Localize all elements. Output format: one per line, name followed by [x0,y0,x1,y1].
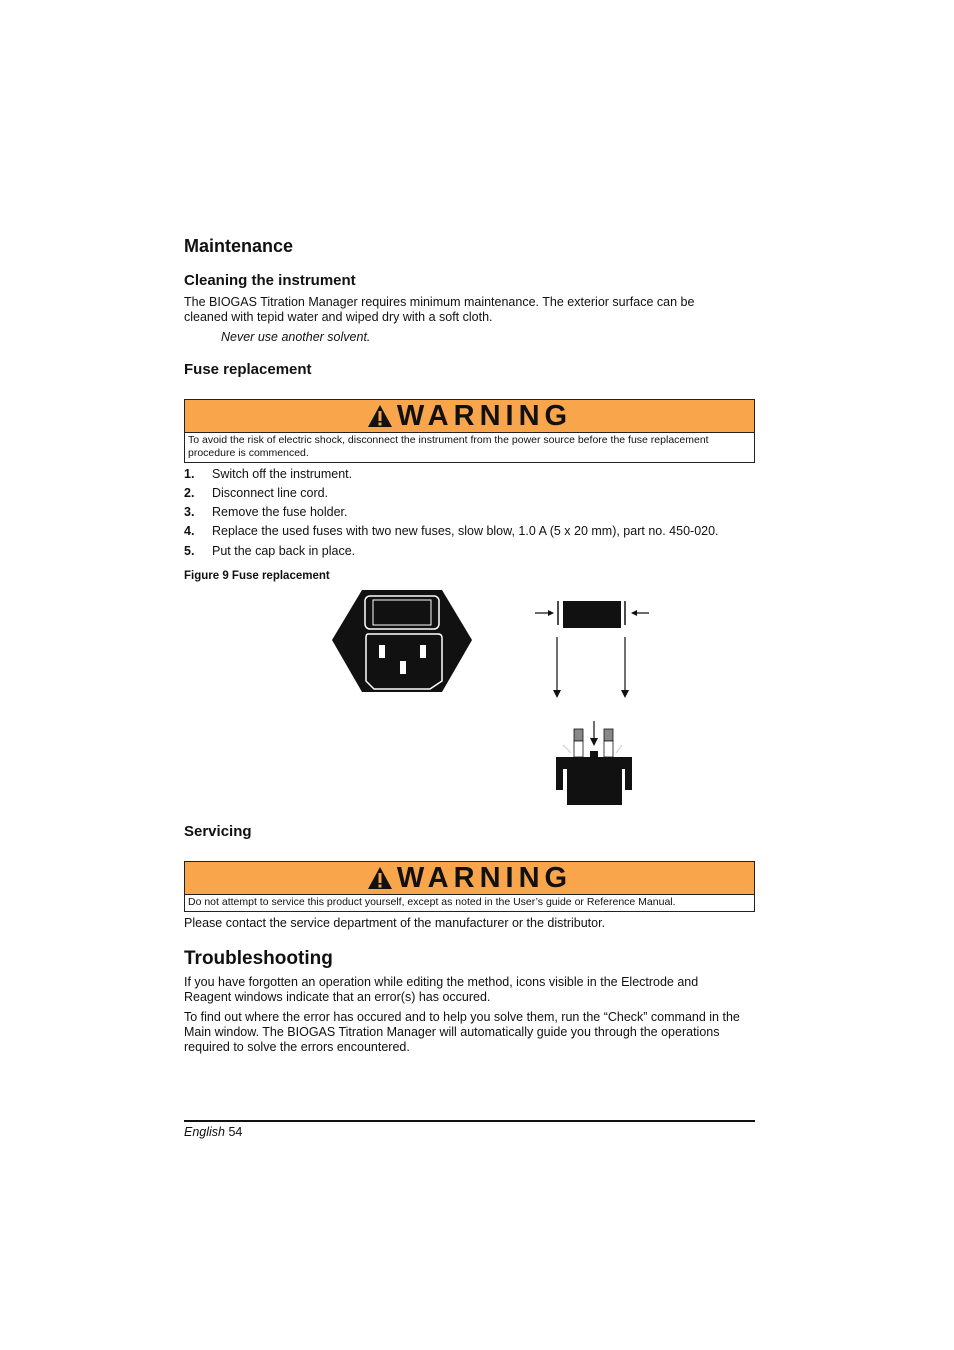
section-title-troubleshooting: Troubleshooting [184,948,333,969]
page-number: 54 [228,1125,243,1139]
troubleshooting-paragraph-2: To find out where the error has occured and to help you solve them, run the “Check” command in the Main window. The BIOGAS Titration Manager will automatically guide you through the operations required to solve the errors encountered. [184,1010,740,1054]
fuse-illustration [535,601,649,698]
troubleshooting-paragraph-1: If you have forgotten an operation while editing the method, icons visible in the Electrode and Reagent windows indicate that an error(s) has occured. [184,975,699,1004]
list-item: 5. Put the cap back in place. [184,544,356,558]
warning-header [185,400,754,433]
warning-label: WARNING [396,399,573,432]
servicing-warning-box [184,861,755,912]
list-item: 4. Replace the used fuses with two new fuses, slow blow, 1.0 A (5 x 20 mm), part no. 450-020. [184,524,719,538]
footer-rule [184,1120,755,1122]
warning-text: To avoid the risk of electric shock, disconnect the instrument from the power source before the fuse replacement procedure is commenced. [188,434,709,459]
cleaning-note: Never use another solvent. [221,330,371,344]
list-item: 1. Switch off the instrument. [184,467,353,481]
fuse-replacement-figure [320,585,660,810]
warning-header [185,862,754,895]
footer [184,1125,242,1139]
cleaning-paragraph: The BIOGAS Titration Manager requires minimum maintenance. The exterior surface can be cleaned with tepid water and wiped dry with a soft cloth. [184,295,695,324]
subsection-title-servicing: Servicing [184,823,252,840]
list-item: 2. Disconnect line cord. [184,486,329,500]
power-inlet-illustration [332,590,472,692]
warning-label: WARNING [396,861,573,894]
servicing-paragraph: Please contact the service department of the manufacturer or the distributor. [184,916,606,930]
figure-caption: Figure 9 Fuse replacement [184,570,330,582]
footer-language: English [184,1125,225,1139]
warning-triangle-icon [367,404,393,428]
warning-text: Do not attempt to service this product yourself, except as noted in the User’s guide or Reference Manual. [188,896,676,908]
list-item: 3. Remove the fuse holder. [184,505,348,519]
section-title-maintenance: Maintenance [184,236,294,256]
warning-triangle-icon [367,866,393,890]
fuse-warning-box [184,399,755,463]
subsection-title-fuse-replacement: Fuse replacement [184,361,312,378]
fuse-holder-illustration [556,721,632,805]
subsection-title-cleaning: Cleaning the instrument [184,272,356,289]
